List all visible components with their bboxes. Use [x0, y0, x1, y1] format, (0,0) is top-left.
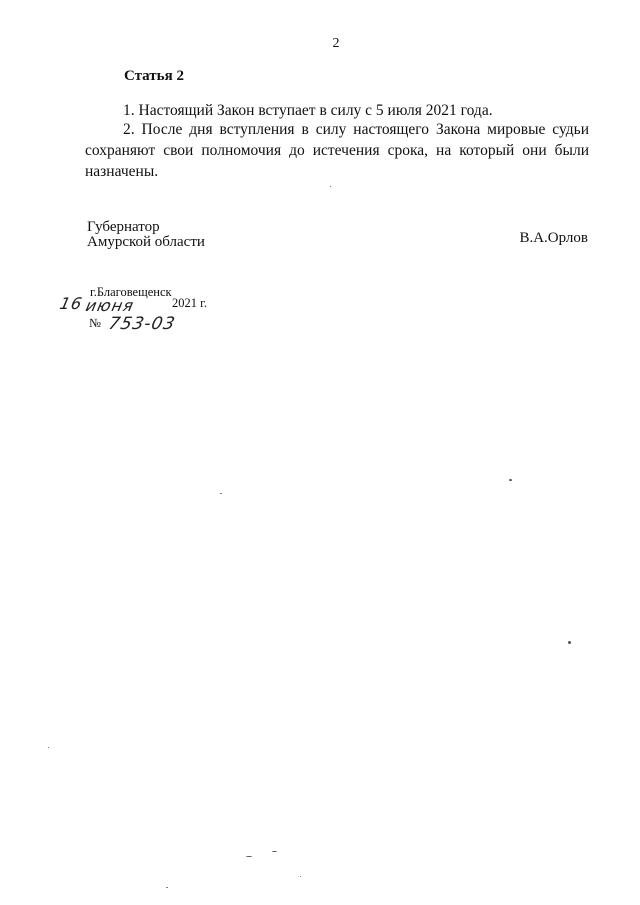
signature-position-line-2: Амурской области [87, 234, 205, 250]
scan-speck [509, 479, 512, 481]
article-paragraph-2: 2. После дня вступления в силу настоящего Закона мировые судьи сохраняют свои полномочия до истечения срока, на который они были назначены. [85, 121, 589, 180]
signature-position [87, 220, 205, 250]
handwritten-month: июня [83, 296, 136, 315]
issuance-place: г.Благовещенск [90, 285, 172, 299]
signature-name: В.А.Орлов [519, 230, 588, 246]
scan-speck [300, 876, 301, 877]
handwritten-day: 16 [57, 294, 85, 313]
number-sign: № [89, 316, 101, 330]
scan-speck [330, 186, 331, 187]
signature-position-line-1: Губернатор [87, 219, 160, 235]
handwritten-number: 753-03 [106, 314, 178, 334]
scan-speck [568, 641, 571, 644]
scan-speck [272, 851, 277, 852]
scan-speck [48, 747, 49, 748]
article-paragraph-1: 1. Настоящий Закон вступает в силу с 5 июля 2021 года. [123, 102, 493, 119]
issuance-number [89, 313, 309, 337]
date-year: 2021 г. [172, 296, 207, 310]
page-number: 2 [332, 36, 340, 51]
scan-speck [166, 887, 168, 888]
scan-speck [220, 493, 222, 494]
article-heading: Статья 2 [124, 68, 184, 84]
scan-speck [246, 856, 252, 857]
